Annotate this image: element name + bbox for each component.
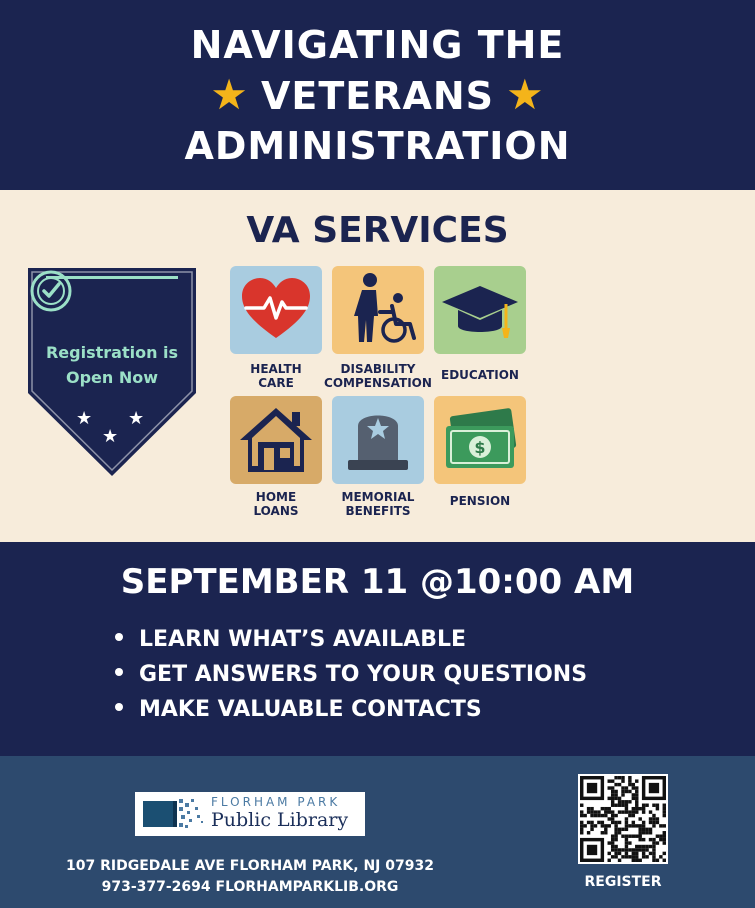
svg-text:$: $	[474, 438, 486, 457]
service-label-disability-compensation: DISABILITY COMPENSATION	[324, 362, 432, 390]
wheelchair-icon	[332, 266, 424, 354]
phone-website-line[interactable]: 973-377-2694 FLORHAMPARKLIB.ORG	[101, 879, 399, 895]
logo-line-bottom: Public Library	[211, 809, 349, 831]
registration-text	[36, 340, 188, 390]
service-label-memorial-benefits: MEMORIAL BENEFITS	[341, 490, 415, 518]
title-veterans: VETERANS	[260, 74, 495, 118]
star-icon: ★	[128, 408, 145, 429]
service-label-home-loans: HOME LOANS	[253, 490, 299, 518]
book-logo-icon	[143, 797, 205, 831]
service-tile-pension	[434, 396, 526, 484]
title-line-1: NAVIGATING THE	[190, 23, 565, 67]
event-section	[0, 542, 755, 756]
service-tile-education	[434, 266, 526, 354]
star-icon: ★	[506, 70, 545, 119]
house-icon	[230, 396, 322, 484]
footer	[0, 756, 755, 908]
benefits-list	[115, 622, 587, 727]
service-label-pension: PENSION	[449, 494, 511, 508]
library-logo[interactable]	[135, 792, 365, 836]
star-icon: ★	[210, 70, 249, 119]
heart-pulse-icon	[230, 266, 322, 354]
list-item: LEARN WHAT’S AVAILABLE	[115, 622, 587, 657]
service-tile-health-care	[230, 266, 322, 354]
services-section	[0, 190, 755, 542]
registration-line-1: Registration is	[45, 343, 179, 362]
registration-banner	[28, 268, 196, 476]
contact-info	[30, 856, 470, 898]
check-badge-icon	[28, 268, 74, 314]
address-line: 107 RIDGEDALE AVE FLORHAM PARK, NJ 07932	[66, 858, 434, 874]
title-line-3: ADMINISTRATION	[184, 124, 571, 168]
bullet-icon	[115, 703, 123, 711]
list-item: MAKE VALUABLE CONTACTS	[115, 692, 587, 727]
service-tile-memorial-benefits	[332, 396, 424, 484]
logo-line-top: FLORHAM PARK	[211, 795, 341, 809]
registration-line-2: Open Now	[65, 368, 159, 387]
bullet-icon	[115, 668, 123, 676]
services-title: VA SERVICES	[246, 210, 509, 251]
bullet-icon	[115, 633, 123, 641]
register-label[interactable]: REGISTER	[584, 874, 662, 890]
service-tile-disability-compensation	[332, 266, 424, 354]
service-label-education: EDUCATION	[441, 368, 519, 382]
qr-code-icon[interactable]	[578, 774, 668, 864]
graduation-cap-icon	[434, 266, 526, 354]
money-icon	[434, 396, 526, 484]
service-label-health-care: HEALTH CARE	[250, 362, 302, 390]
list-item: GET ANSWERS TO YOUR QUESTIONS	[115, 657, 587, 692]
headstone-icon	[332, 396, 424, 484]
header	[0, 0, 755, 190]
star-icon: ★	[102, 426, 119, 447]
star-icon: ★	[76, 408, 93, 429]
event-date-time: SEPTEMBER 11 @10:00 AM	[120, 562, 635, 602]
title-line-2	[0, 70, 755, 121]
service-tile-home-loans	[230, 396, 322, 484]
